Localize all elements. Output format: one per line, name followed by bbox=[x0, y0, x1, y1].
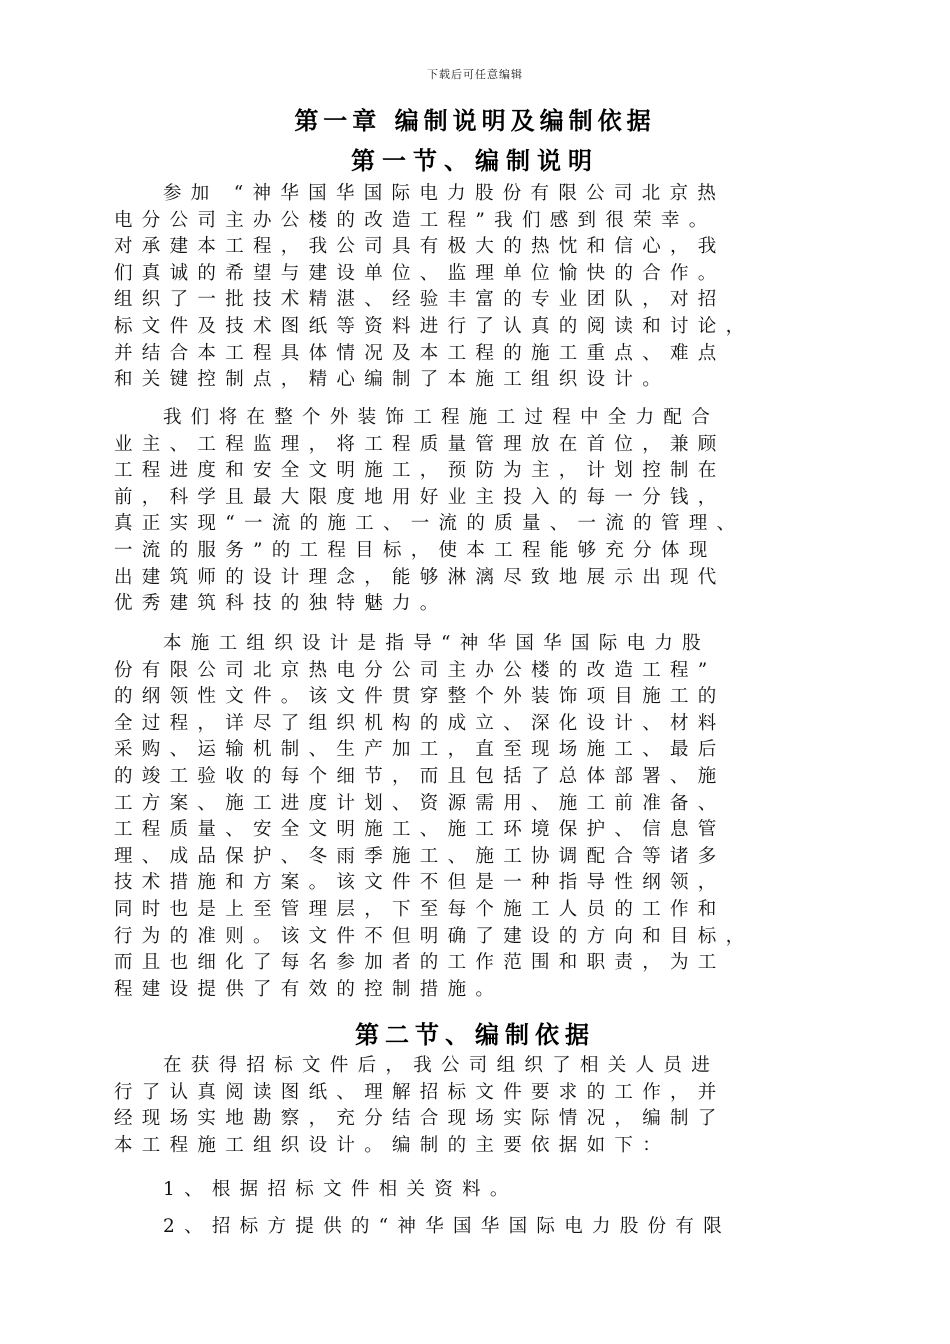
paragraph-line: 参加 “神华国华国际电力股份有限公司北京热 bbox=[163, 183, 726, 204]
basis-list-item: 2、招标方提供的“神华国华国际电力股份有限 bbox=[163, 1216, 732, 1237]
section1-paragraph-1 bbox=[114, 181, 874, 394]
paragraph-line: 们真诚的希望与建设单位、监理单位愉快的合作。 bbox=[114, 262, 726, 284]
paragraph-line: 出建筑师的设计理念，能够淋漓尽致地展示出现代 bbox=[114, 566, 726, 588]
paragraph-line: 工程进度和安全文明施工，预防为主，计划控制在 bbox=[114, 460, 726, 482]
section1-paragraph-3 bbox=[114, 631, 874, 1003]
paragraph-line: 我们将在整个外装饰工程施工过程中全力配合 bbox=[163, 407, 720, 428]
paragraph-line: 在获得招标文件后，我公司组织了相关人员进 bbox=[163, 1055, 720, 1076]
paragraph-line: 经现场实地勘察，充分结合现场实际情况，编制了 bbox=[114, 1108, 726, 1130]
section1-title: 第一节、编制说明 bbox=[351, 147, 599, 175]
paragraph-line: 对承建本工程，我公司具有极大的热忱和信心，我 bbox=[114, 236, 726, 258]
paragraph-line: 本施工组织设计是指导“神华国华国际电力股 bbox=[163, 633, 710, 654]
paragraph-line: 本工程施工组织设计。编制的主要依据如下： bbox=[114, 1134, 671, 1156]
paragraph-line: 份有限公司北京热电分公司主办公楼的改造工程” bbox=[114, 659, 717, 681]
paragraph-line: 一流的服务”的工程目标，使本工程能够充分体现 bbox=[114, 539, 717, 561]
header-note: 下载后可任意编辑 bbox=[427, 68, 523, 81]
paragraph-line: 程建设提供了有效的控制措施。 bbox=[114, 978, 504, 1000]
paragraph-line: 标文件及技术图纸等资料进行了认真的阅读和讨论， bbox=[114, 315, 754, 337]
paragraph-line: 组织了一批技术精湛、经验丰富的专业团队，对招 bbox=[114, 289, 726, 311]
paragraph-line: 工方案、施工进度计划、资源需用、施工前准备、 bbox=[114, 792, 726, 814]
paragraph-line: 并结合本工程具体情况及本工程的施工重点、难点 bbox=[114, 342, 726, 364]
paragraph-line: 电分公司主办公楼的改造工程”我们感到很荣幸。 bbox=[114, 209, 717, 231]
paragraph-line: 业主、工程监理，将工程质量管理放在首位，兼顾 bbox=[114, 433, 726, 455]
paragraph-line: 全过程，详尽了组织机构的成立、深化设计、材料 bbox=[114, 712, 726, 734]
paragraph-line: 和关键控制点，精心编制了本施工组织设计。 bbox=[114, 369, 671, 391]
paragraph-line: 前，科学且最大限度地用好业主投入的每一分钱， bbox=[114, 486, 726, 508]
paragraph-line: 工程质量、安全文明施工、施工环境保护、信息管 bbox=[114, 819, 726, 841]
paragraph-line: 的纲领性文件。该文件贯穿整个外装饰项目施工的 bbox=[114, 686, 726, 708]
paragraph-line: 理、成品保护、冬雨季施工、施工协调配合等诸多 bbox=[114, 845, 726, 867]
paragraph-line: 的竣工验收的每个细节，而且包括了总体部署、施 bbox=[114, 765, 726, 787]
section2-paragraph bbox=[114, 1053, 874, 1159]
section1-paragraph-2 bbox=[114, 405, 874, 618]
section2-title: 第二节、编制依据 bbox=[355, 1021, 595, 1049]
paragraph-line: 优秀建筑科技的独特魅力。 bbox=[114, 593, 448, 615]
basis-list-item: 1、根据招标文件相关资料。 bbox=[163, 1179, 518, 1200]
paragraph-line: 采购、运输机制、生产加工，直至现场施工、最后 bbox=[114, 739, 726, 761]
paragraph-line: 行了认真阅读图纸、理解招标文件要求的工作，并 bbox=[114, 1081, 726, 1103]
paragraph-line: 技术措施和方案。该文件不但是一种指导性纲领， bbox=[114, 872, 726, 894]
paragraph-line: 行为的准则。该文件不但明确了建设的方向和目标， bbox=[114, 925, 754, 947]
chapter-title: 第一章 编制说明及编制依据 bbox=[294, 107, 656, 135]
paragraph-line: 真正实现“一流的施工、一流的质量、一流的管理、 bbox=[114, 513, 745, 535]
paragraph-line: 同时也是上至管理层，下至每个施工人员的工作和 bbox=[114, 898, 726, 920]
paragraph-line: 而且也细化了每名参加者的工作范围和职责，为工 bbox=[114, 952, 726, 974]
